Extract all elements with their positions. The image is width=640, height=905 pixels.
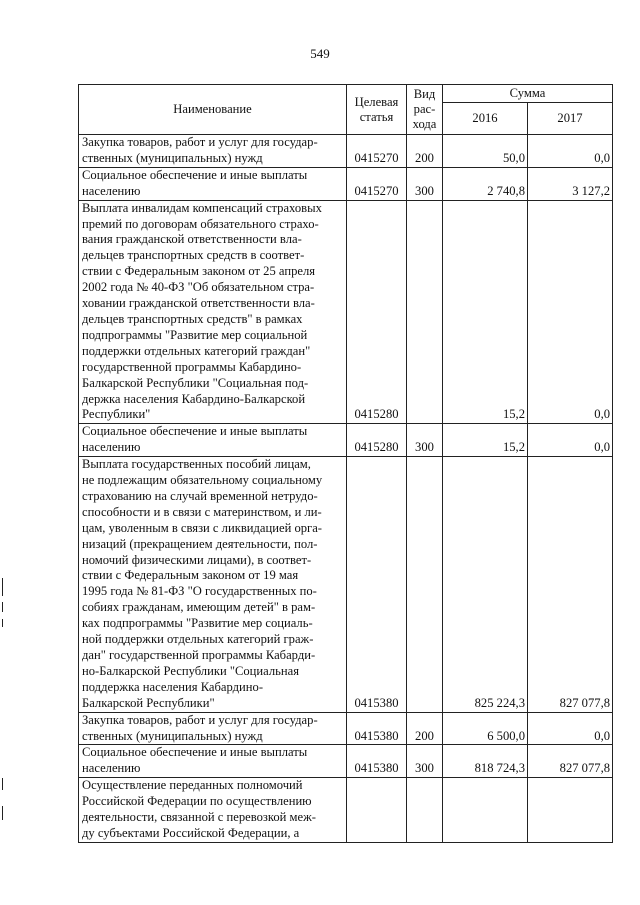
table-row <box>79 778 613 843</box>
header-kind: Вид рас- хода <box>407 85 443 135</box>
margin-mark <box>2 778 3 790</box>
row-sum-2016: 825 224,3 <box>443 457 528 713</box>
table-row <box>79 135 613 168</box>
row-name: Закупка товаров, работ и услуг для государ- ственных (муниципальных) нужд <box>79 712 347 745</box>
row-code: 0415270 <box>347 135 407 168</box>
header-code: Целевая статья <box>347 85 407 135</box>
row-kind <box>407 200 443 424</box>
row-sum-2016: 818 724,3 <box>443 745 528 778</box>
row-name: Социальное обеспечение и иные выплаты населению <box>79 424 347 457</box>
row-code <box>347 778 407 843</box>
row-kind: 300 <box>407 424 443 457</box>
header-year-2016: 2016 <box>443 103 528 135</box>
row-sum-2016 <box>443 778 528 843</box>
row-code: 0415380 <box>347 712 407 745</box>
row-name: Социальное обеспечение и иные выплаты населению <box>79 745 347 778</box>
margin-mark <box>2 578 3 596</box>
row-name: Социальное обеспечение и иные выплаты населению <box>79 167 347 200</box>
table-row <box>79 424 613 457</box>
row-name: Выплата государственных пособий лицам, не подлежащим обязательному социальному страхованию на случай временной нетрудо- способности и в связи с материнством, и ли- цам, уволенным в связи с ликвидацией орга- низаций (прекращением деятельности, пол- номочий физическими лицами), в соответ- ствии с Федеральным законом от 19 мая 1995 года № 81-ФЗ "О государственных по- собиях гражданам, имеющим детей" в рам- ках подпрограммы "Развитие мер социаль- ной поддержки отдельных категорий граж- дан" государственной программы Кабарди- но-Балкарской Республики "Социальная поддержка населения Кабардино- Балкарской Республики" <box>79 457 347 713</box>
row-sum-2016: 15,2 <box>443 200 528 424</box>
budget-table <box>78 84 613 843</box>
row-sum-2017: 827 077,8 <box>528 457 613 713</box>
row-sum-2017: 0,0 <box>528 712 613 745</box>
header-sum: Сумма <box>443 85 613 103</box>
row-sum-2017: 827 077,8 <box>528 745 613 778</box>
row-sum-2016: 2 740,8 <box>443 167 528 200</box>
table-row <box>79 745 613 778</box>
header-year-2017: 2017 <box>528 103 613 135</box>
row-code: 0415380 <box>347 457 407 713</box>
row-name: Закупка товаров, работ и услуг для государ- ственных (муниципальных) нужд <box>79 135 347 168</box>
row-sum-2017: 0,0 <box>528 200 613 424</box>
row-code: 0415270 <box>347 167 407 200</box>
row-code: 0415280 <box>347 424 407 457</box>
row-kind: 200 <box>407 712 443 745</box>
row-kind: 300 <box>407 167 443 200</box>
margin-mark <box>2 619 3 627</box>
row-kind: 300 <box>407 745 443 778</box>
row-sum-2016: 6 500,0 <box>443 712 528 745</box>
row-name: Выплата инвалидам компенсаций страховых премий по договорам обязательного страхо- вания гражданской ответственности вла- дельцев транспортных средств в соответ- ствии с Федеральным законом от 25 апреля 2002 года № 40-ФЗ "Об обязательном стра- ховании гражданской ответственности вла- дельцев транспортных средств" в рамках подпрограммы "Развитие мер социальной поддержки отдельных категорий граждан" государственной программы Кабардино- Балкарской Республики "Социальная под- держка населения Кабардино-Балкарской Республики" <box>79 200 347 424</box>
row-kind: 200 <box>407 135 443 168</box>
row-name: Осуществление переданных полномочий Российской Федерации по осуществлению деятельности, связанной с перевозкой меж- ду субъектами Российской Федерации, а <box>79 778 347 843</box>
table-row <box>79 457 613 713</box>
row-sum-2017 <box>528 778 613 843</box>
row-sum-2017: 3 127,2 <box>528 167 613 200</box>
row-code: 0415380 <box>347 745 407 778</box>
row-code: 0415280 <box>347 200 407 424</box>
table-row <box>79 167 613 200</box>
row-sum-2016: 15,2 <box>443 424 528 457</box>
table-row <box>79 200 613 424</box>
row-sum-2016: 50,0 <box>443 135 528 168</box>
page-number: 549 <box>310 46 330 61</box>
table-row <box>79 712 613 745</box>
row-kind <box>407 457 443 713</box>
header-name: Наименование <box>79 85 347 135</box>
margin-mark <box>2 602 3 612</box>
row-kind <box>407 778 443 843</box>
row-sum-2017: 0,0 <box>528 424 613 457</box>
row-sum-2017: 0,0 <box>528 135 613 168</box>
margin-mark <box>2 806 3 820</box>
